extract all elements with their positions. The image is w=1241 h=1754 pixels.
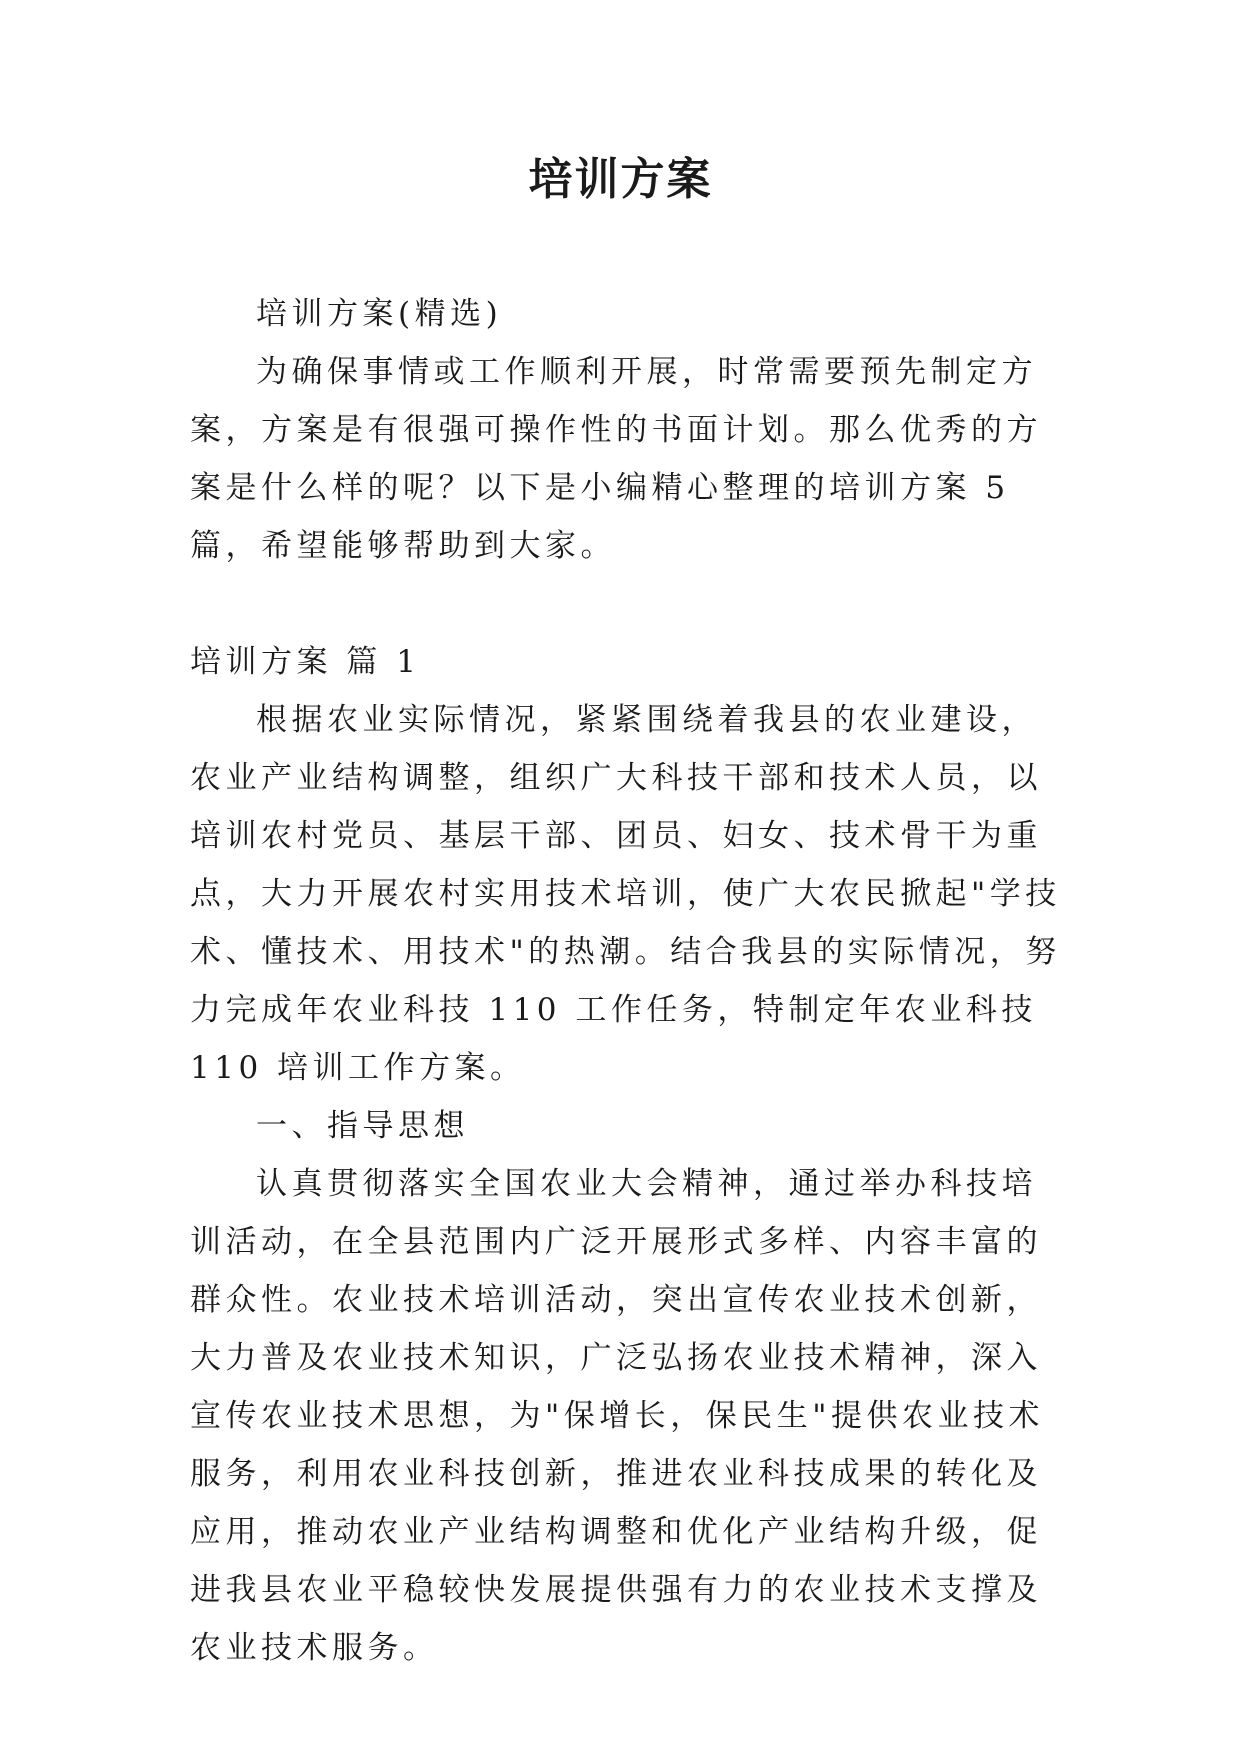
document-subtitle: 培训方案(精选) [256,296,503,332]
subheading-guiding-ideology: 一、指导思想 [256,1108,469,1144]
intro-paragraph: 为确保事情或工作顺利开展，时常需要预先制定方案，方案是有很强可操作性的书面计划。那么优秀的方案是什么样的呢？以下是小编精心整理的培训方案 5 篇，希望能够帮助到大家。 [190,354,1042,564]
paragraph-1: 根据农业实际情况，紧紧围绕着我县的农业建设，农业产业结构调整，组织广大科技干部和技术人员，以培训农村党员、基层干部、团员、妇女、技术骨干为重点，大力开展农村实用技术培训，使广大农民掀起"学技术、懂技术、用技术"的热潮。结合我县的实际情况，努力完成年农业科技 110 工作任务，特制定年农业科技 110 培训工作方案。 [190,702,1061,1086]
document-title: 培训方案 [528,154,713,205]
paragraph-2: 认真贯彻落实全国农业大会精神，通过举办科技培训活动，在全县范围内广泛开展形式多样、内容丰富的群众性。农业技术培训活动，突出宣传农业技术创新，大力普及农业技术知识，广泛弘扬农业技术精神，深入宣传农业技术思想，为"保增长，保民生"提供农业技术服务，利用农业科技创新，推进农业科技成果的转化及应用，推动农业产业结构调整和优化产业结构升级，促进我县农业平稳较快发展提供强有力的农业技术支撑及农业技术服务。 [190,1166,1045,1666]
document-body [190,285,1070,1677]
paragraph-gap [190,575,1070,633]
section-heading: 培训方案 篇 1 [190,644,421,680]
